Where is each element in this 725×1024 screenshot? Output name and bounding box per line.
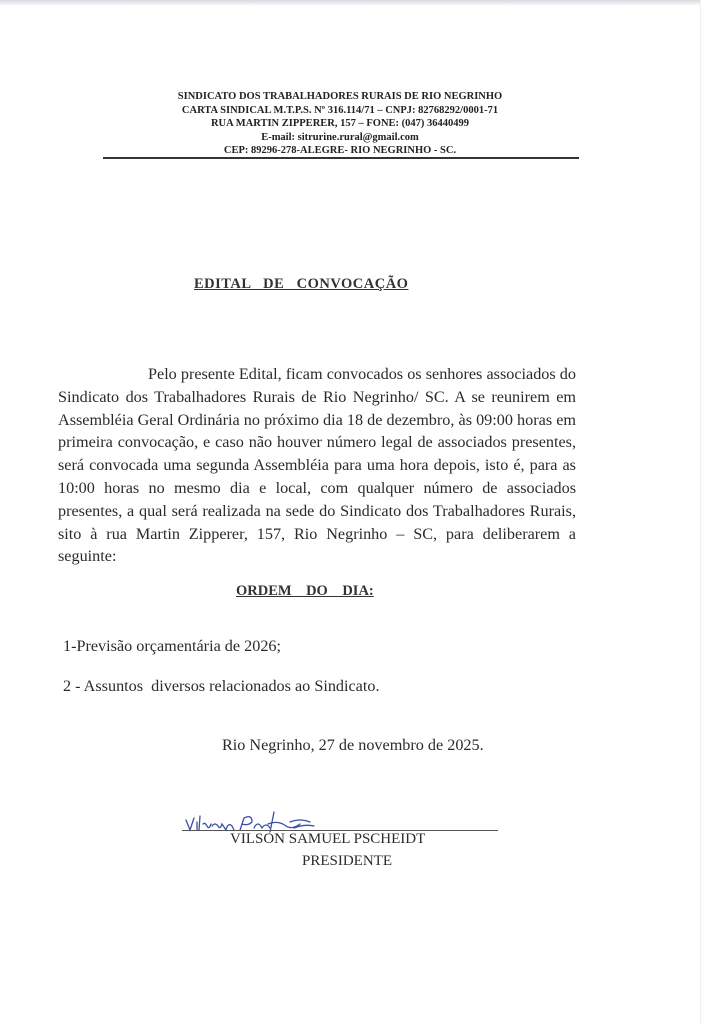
date-location-line: Rio Negrinho, 27 de novembro de 2025.: [222, 736, 484, 754]
body-paragraph: Pelo presente Edital, ficam convocados os senhores associados do Sindicato dos Trabalhadores Rurais de Rio Negrinho/ SC. A se reunirem em Assembléia Geral Ordinária no próximo dia 18 de dezembro, às 09:00 horas em primeira convocação, e caso não houver número legal de associados presentes, será convocada uma segunda Assembléia para uma hora depois, isto é, para as 10:00 horas no mesmo dia e local, com qualquer número de associados presentes, a qual será realizada na sede do Sindicato dos Trabalhadores Rurais, sito à rua Martin Zipperer, 157, Rio Negrinho – SC, para deliberarem a seguinte:: [58, 365, 576, 566]
letterhead-email: E-mail: sitrurine.rural@gmail.com: [261, 131, 419, 143]
signer-name: VILSON SAMUEL PSCHEIDT: [230, 831, 426, 847]
document-title: EDITAL DE CONVOCAÇÃO: [194, 276, 409, 292]
agenda-item: 1-Previsão orçamentária de 2026;: [63, 637, 282, 655]
letterhead-org-name: SINDICATO DOS TRABALHADORES RURAIS DE RIO NEGRINHO: [177, 91, 503, 102]
letterhead-address: RUA MARTIN ZIPPERER, 157 – FONE: (047) 36440499: [210, 118, 470, 130]
letterhead-divider: [103, 157, 579, 159]
letterhead: [100, 90, 580, 158]
signer-role: PRESIDENTE: [302, 853, 392, 869]
agenda-title: ORDEM DO DIA:: [236, 583, 374, 599]
letterhead-registration: CARTA SINDICAL M.T.P.S. Nº 316.114/71 – CNPJ: 82768292/0001-71: [181, 104, 499, 116]
scan-top-shadow: [0, 0, 700, 6]
letterhead-cep: CEP: 89296-278-ALEGRE- RIO NEGRINHO - SC.: [223, 145, 457, 157]
scan-page-edge: [700, 0, 701, 1024]
agenda-item: 2 - Assuntos diversos relacionados ao Sindicato.: [63, 677, 380, 695]
